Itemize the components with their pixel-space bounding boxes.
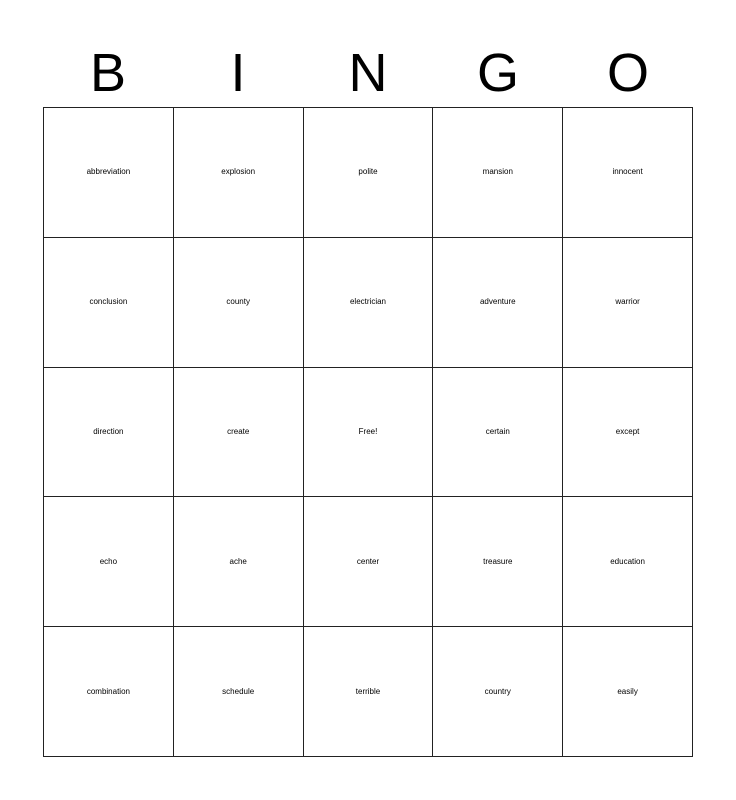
- bingo-cell-r2-c1[interactable]: create: [174, 368, 304, 498]
- bingo-cell-r4-c2[interactable]: terrible: [304, 627, 434, 757]
- bingo-cell-r3-c1[interactable]: ache: [174, 497, 304, 627]
- bingo-cell-r2-c4[interactable]: except: [563, 368, 693, 498]
- bingo-cell-free[interactable]: Free!: [304, 368, 434, 498]
- bingo-cell-r1-c1[interactable]: county: [174, 238, 304, 368]
- header-letter-n: N: [348, 43, 388, 103]
- bingo-cell-r4-c1[interactable]: schedule: [174, 627, 304, 757]
- bingo-cell-r3-c0[interactable]: echo: [44, 497, 174, 627]
- header-letter-o: O: [606, 43, 649, 103]
- bingo-board: [43, 107, 693, 757]
- bingo-cell-r1-c4[interactable]: warrior: [563, 238, 693, 368]
- bingo-cell-r4-c4[interactable]: easily: [563, 627, 693, 757]
- bingo-cell-r4-c0[interactable]: combination: [44, 627, 174, 757]
- bingo-cell-r4-c3[interactable]: country: [433, 627, 563, 757]
- bingo-cell-r3-c3[interactable]: treasure: [433, 497, 563, 627]
- bingo-cell-r0-c4[interactable]: innocent: [563, 108, 693, 238]
- bingo-cell-r0-c1[interactable]: explosion: [174, 108, 304, 238]
- bingo-cell-r3-c4[interactable]: education: [563, 497, 693, 627]
- bingo-cell-r1-c0[interactable]: conclusion: [44, 238, 174, 368]
- bingo-cell-r1-c2[interactable]: electrician: [304, 238, 434, 368]
- bingo-cell-r0-c3[interactable]: mansion: [433, 108, 563, 238]
- bingo-cell-r2-c0[interactable]: direction: [44, 368, 174, 498]
- header-letter-g: G: [476, 43, 519, 103]
- bingo-cell-r2-c3[interactable]: certain: [433, 368, 563, 498]
- header-letter-i: I: [230, 43, 246, 103]
- bingo-header: [43, 38, 693, 108]
- header-letter-b: B: [89, 43, 127, 103]
- bingo-cell-r0-c0[interactable]: abbreviation: [44, 108, 174, 238]
- bingo-cell-r3-c2[interactable]: center: [304, 497, 434, 627]
- bingo-cell-r1-c3[interactable]: adventure: [433, 238, 563, 368]
- bingo-cell-r0-c2[interactable]: polite: [304, 108, 434, 238]
